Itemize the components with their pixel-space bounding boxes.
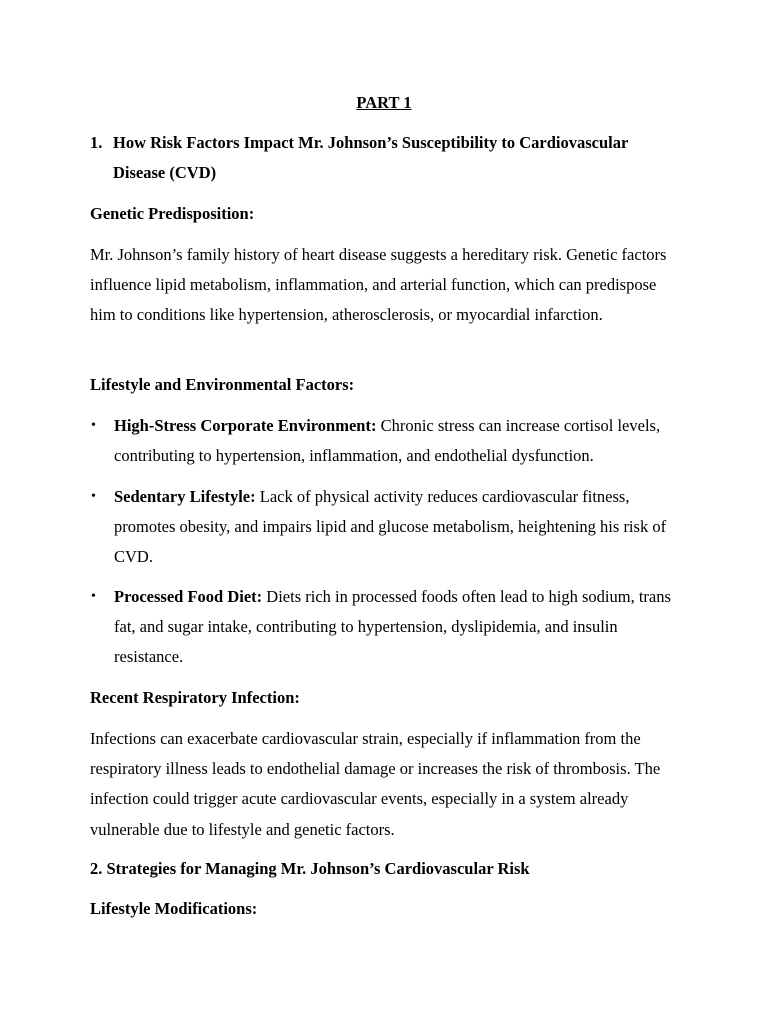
respiratory-heading: Recent Respiratory Infection: [90, 688, 300, 707]
list-item-body: Lack of physical activity reduces cardiovascular fitness, promotes obesity, and impairs lipid and glucose metabolism, heightening his risk of CVD. [114, 487, 667, 567]
genetic-body: Mr. Johnson’s family history of heart disease suggests a hereditary risk. Genetic factors influence lipid metabolism, inflammation, and arterial function, which can predispose him to conditions like hypertension, atherosclerosis, or myocardial infarction. [90, 245, 667, 325]
bullet-icon: • [91, 489, 96, 504]
list-item-label: Sedentary Lifestyle: [114, 487, 256, 506]
section-1-number: 1. [90, 133, 103, 152]
list-item [90, 582, 680, 673]
section-1-heading [90, 128, 680, 188]
list-item-text [114, 582, 680, 673]
list-item-body: Chronic stress can increase cortisol levels, contributing to hypertension, inflammation, and endothelial dysfunction. [114, 416, 661, 466]
section-1-title: How Risk Factors Impact Mr. Johnson’s Susceptibility to Cardiovascular Disease (CVD) [113, 133, 629, 183]
list-item-text [114, 411, 680, 471]
lifestyle-mods-heading: Lifestyle Modifications: [90, 899, 258, 918]
bullet-icon: • [91, 589, 96, 604]
list-item-label: Processed Food Diet: [114, 587, 263, 606]
list-item [90, 411, 680, 471]
list-item-label: High-Stress Corporate Environment: [114, 416, 377, 435]
bullet-icon: • [91, 418, 96, 433]
list-item [90, 482, 680, 573]
genetic-heading: Genetic Predisposition: [90, 204, 255, 223]
list-item-body: Diets rich in processed foods often lead to high sodium, trans fat, and sugar intake, contributing to hypertension, dyslipidemia, and insulin resistance. [114, 587, 671, 667]
lifestyle-heading: Lifestyle and Environmental Factors: [90, 375, 355, 394]
section-2-heading: 2. Strategies for Managing Mr. Johnson’s Cardiovascular Risk [90, 859, 530, 878]
list-item-text [114, 482, 680, 573]
respiratory-body: Infections can exacerbate cardiovascular strain, especially if inflammation from the respiratory illness leads to endothelial damage or increases the risk of thrombosis. The infection could trigger acute cardiovascular events, especially in a system already vulnerable due to lifestyle and genetic factors. [90, 729, 661, 839]
part-title: PART 1 [356, 93, 412, 112]
